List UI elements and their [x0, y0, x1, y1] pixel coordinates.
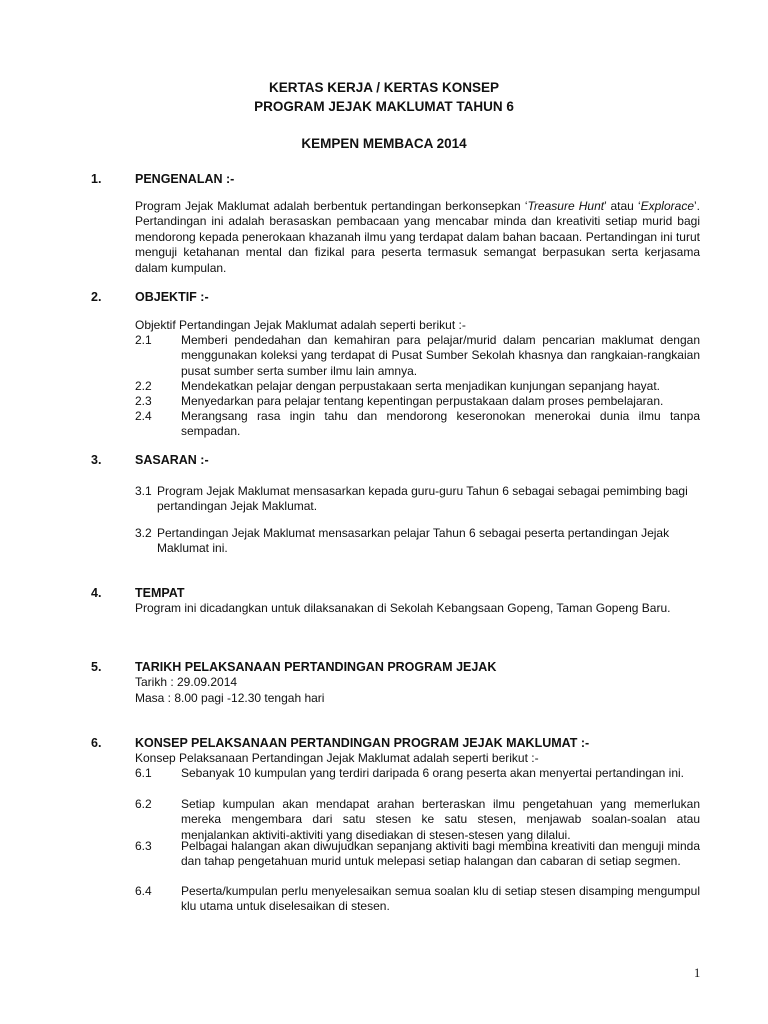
section-5-heading: TARIKH PELAKSANAAN PERTANDINGAN PROGRAM JEJAK — [135, 660, 497, 674]
concept-item: 6.3 Pelbagai halangan akan diwujudkan sepanjang aktiviti bagi membina kreativiti dan menguji minda dan tahap pengetahuan murid untuk melepasi setiap halangan dan cabaran di setiap segmen. — [135, 839, 700, 869]
target-item: 3.2 Pertandingan Jejak Maklumat mensasarkan pelajar Tahun 6 sebagai peserta pertandingan Jejak Maklumat ini. — [135, 526, 670, 556]
section-2-heading: OBJEKTIF :- — [135, 290, 209, 304]
document-subtitle: PROGRAM JEJAK MAKLUMAT TAHUN 6 — [254, 99, 514, 114]
section-6-heading: KONSEP PELAKSANAAN PERTANDINGAN PROGRAM JEJAK MAKLUMAT :- — [135, 736, 590, 750]
section-6-intro: Konsep Pelaksanaan Pertandingan Jejak Maklumat adalah seperti berikut :- — [135, 751, 539, 765]
objective-item: 2.3 Menyedarkan para pelajar tentang kepentingan perpustakaan dalam proses pembelajaran. — [135, 394, 664, 408]
objective-item: 2.1 Memberi pendedahan dan kemahiran para pelajar/murid dalam pencarian maklumat dengan menggunakan koleksi yang terdapat di Pusat Sumber Sekolah khasnya dan rangkaian-rangkaian pusat sumber serta sumber ilmu lain amnya. — [135, 333, 700, 378]
section-6-number: 6. — [91, 736, 102, 750]
concept-item: 6.1 Sebanyak 10 kumpulan yang terdiri daripada 6 orang peserta akan menyertai pertandingan ini. — [135, 766, 684, 780]
section-2-number: 2. — [91, 290, 102, 304]
section-4-number: 4. — [91, 586, 102, 600]
event-date: Tarikh : 29.09.2014 — [135, 675, 238, 689]
section-5-number: 5. — [91, 660, 102, 674]
concept-item: 6.4 Peserta/kumpulan perlu menyelesaikan semua soalan klu di setiap stesen disamping mengumpul klu utama untuk diselesaikan di stesen. — [135, 884, 700, 914]
section-3-heading: SASARAN :- — [135, 453, 209, 467]
section-2-intro: Objektif Pertandingan Jejak Maklumat adalah seperti berikut :- — [135, 318, 466, 332]
target-item: 3.1 Program Jejak Maklumat mensasarkan kepada guru-guru Tahun 6 sebagai sebagai pemimbing bagi pertandingan Jejak Maklumat. — [135, 484, 688, 514]
section-1-number: 1. — [91, 172, 102, 186]
document-title: KERTAS KERJA / KERTAS KONSEP — [268, 80, 500, 95]
section-1-paragraph: Program Jejak Maklumat adalah berbentuk pertandingan berkonsepkan ‘Treasure Hunt’ atau ‘Explorace’. Pertandingan ini adalah berasaskan pembacaan yang mencabar minda dan kreativiti setiap murid bagi mendorong kepada penerokaan khazanah ilmu yang terdapat dalam bahan bacaan. Pertandingan ini turut menguji ketahanan mental dan fizikal para peserta termasuk semangat berpasukan serta kerjasama dalam kumpulan. — [135, 199, 700, 275]
objective-item: 2.2 Mendekatkan pelajar dengan perpustakaan serta menjadikan kunjungan sepanjang hayat. — [135, 379, 661, 393]
page-number: 1 — [694, 966, 701, 980]
section-3-number: 3. — [91, 453, 102, 467]
campaign-title: KEMPEN MEMBACA 2014 — [301, 136, 467, 151]
objective-item: 2.4 Merangsang rasa ingin tahu dan mendorong keseronokan menerokai dunia ilmu tanpa sempadan. — [135, 409, 700, 439]
venue-text: Program ini dicadangkan untuk dilaksanakan di Sekolah Kebangsaan Gopeng, Taman Gopeng Baru. — [135, 601, 671, 615]
event-time: Masa : 8.00 pagi -12.30 tengah hari — [135, 691, 325, 705]
section-4-heading: TEMPAT — [135, 586, 185, 600]
concept-item: 6.2 Setiap kumpulan akan mendapat arahan berteraskan ilmu pengetahuan yang memerlukan mereka mengembara dari satu stesen ke satu stesen, menjawab soalan-soalan atau menjalankan aktiviti-aktiviti yang disediakan di stesen-stesen yang dilalui. — [135, 797, 700, 842]
section-1-heading: PENGENALAN :- — [135, 172, 235, 186]
